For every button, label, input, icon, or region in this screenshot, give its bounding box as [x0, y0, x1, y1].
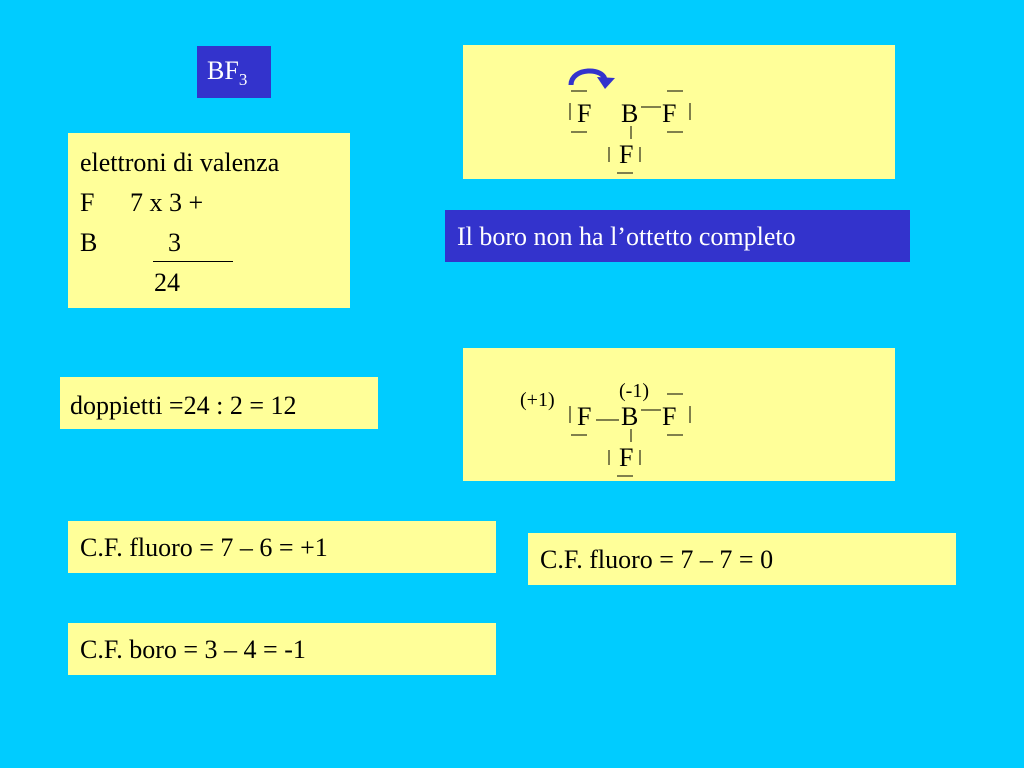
atom-f-left: F: [577, 402, 592, 431]
doublets-box: [60, 377, 378, 429]
lewis-structure-2: [463, 348, 895, 481]
charge-label-plus: (+1): [520, 389, 555, 411]
valence-row-boron: [80, 228, 350, 268]
title-subscript: 3: [238, 70, 248, 89]
lewis-structure-1-svg: [463, 45, 895, 179]
formal-charge-boron-box: [68, 623, 496, 675]
lewis-structure-1: [463, 45, 895, 179]
octet-note-box: [445, 210, 910, 262]
valence-total-row: [80, 268, 350, 308]
valence-heading-row: [80, 148, 350, 188]
valence-total: 24: [154, 268, 180, 297]
formal-charge-fluorine-plus-box: [68, 521, 496, 573]
atom-f-right: F: [662, 99, 677, 128]
atom-b-center: B: [621, 402, 639, 431]
valence-heading: elettroni di valenza: [80, 148, 280, 177]
valence-expression-f: 7 x 3 +: [130, 188, 204, 217]
charge-label-minus: (-1): [619, 380, 649, 402]
title-base: BF: [207, 56, 239, 85]
valence-row-fluorine: [80, 188, 350, 228]
doublets-text: doppietti =24 : 2 = 12: [70, 391, 297, 420]
title-formula: [197, 46, 271, 98]
formal-charge-fluorine-plus: C.F. fluoro = 7 – 6 = +1: [80, 533, 328, 562]
atom-f-bottom: F: [619, 140, 634, 169]
valence-element-b: B: [80, 228, 98, 257]
formal-charge-fluorine-zero-box: [528, 533, 956, 585]
formal-charge-fluorine-zero: C.F. fluoro = 7 – 7 = 0: [540, 545, 774, 574]
atom-f-left: F: [577, 99, 592, 128]
valence-electrons-box: [68, 133, 350, 308]
curved-arrow-icon: [571, 71, 615, 89]
atom-f-bottom: F: [619, 443, 634, 472]
lewis-structure-2-svg: [463, 348, 895, 481]
valence-element-f: F: [80, 188, 95, 217]
octet-note: Il boro non ha l’ottetto completo: [457, 222, 796, 251]
sum-line: [153, 261, 233, 262]
atom-f-right: F: [662, 402, 677, 431]
formal-charge-boron: C.F. boro = 3 – 4 = -1: [80, 635, 306, 664]
valence-expression-b: 3: [168, 228, 181, 257]
atom-b-center: B: [621, 99, 639, 128]
